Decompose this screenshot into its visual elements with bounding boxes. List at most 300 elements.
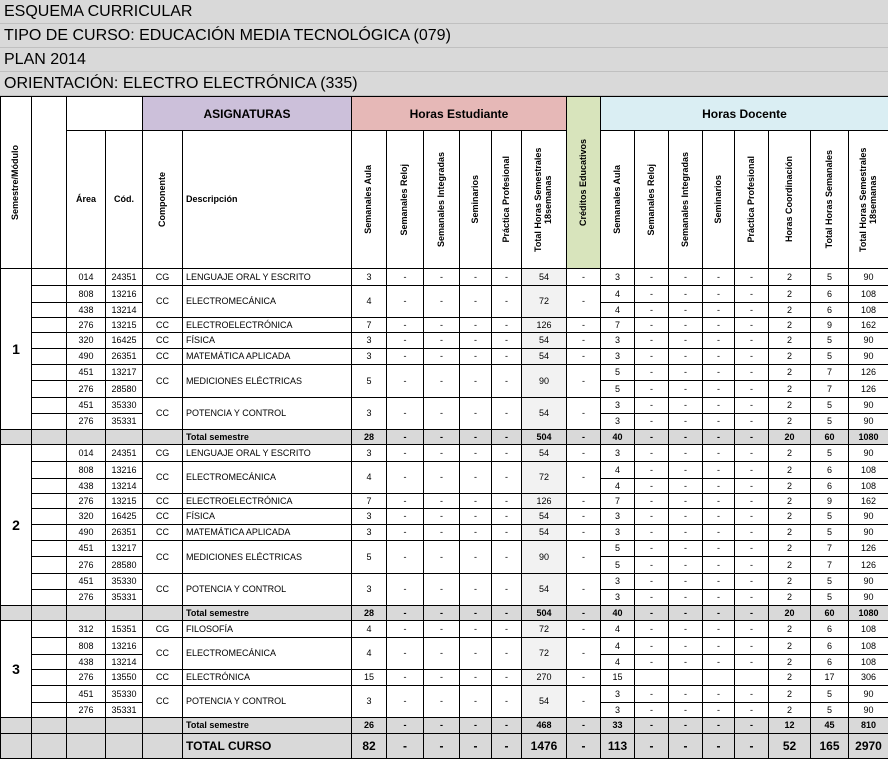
total-estudiante-value: - — [386, 429, 424, 445]
subject-code: 28580 — [105, 556, 143, 574]
col-header-componente-label: Componente — [156, 172, 167, 227]
docente-value: 2 — [768, 397, 811, 414]
subject-component: CC — [142, 397, 183, 430]
group-header-asignaturas: ASIGNATURAS — [142, 96, 352, 131]
subject-code: 26351 — [105, 348, 143, 365]
area-code: 451 — [66, 364, 106, 381]
docente-value: 126 — [848, 540, 888, 557]
area-code: 276 — [66, 317, 106, 333]
est-total-semestrales: 54 — [521, 444, 567, 462]
docente-value: - — [702, 620, 735, 638]
docente-value: 2 — [768, 461, 811, 479]
docente-value: - — [734, 508, 769, 525]
grand-total-docente-value: - — [702, 733, 735, 759]
docente-value: - — [702, 268, 735, 286]
subject-code: 35331 — [105, 589, 143, 606]
total-estudiante-value: - — [459, 717, 492, 734]
est-practica-profesional: - — [491, 348, 522, 365]
area-code: 808 — [66, 637, 106, 655]
docente-value: 5 — [810, 508, 849, 525]
docente-value: 126 — [848, 380, 888, 398]
area-code: 438 — [66, 478, 106, 494]
est-semanales-reloj: - — [386, 317, 424, 333]
area-code: 276 — [66, 493, 106, 509]
subject-code: 13217 — [105, 364, 143, 381]
docente-value: 3 — [600, 685, 635, 703]
docente-value: - — [634, 573, 669, 590]
docente-value: 2 — [768, 508, 811, 525]
total-docente-value: 1080 — [848, 605, 888, 621]
total-docente-value: - — [634, 605, 669, 621]
docente-value: - — [734, 540, 769, 557]
est-total-semestrales: 270 — [521, 669, 567, 686]
total-docente-value: - — [634, 429, 669, 445]
docente-value: 7 — [810, 540, 849, 557]
grand-total-blank — [105, 733, 143, 759]
docente-value: 3 — [600, 573, 635, 590]
est-semanales-reloj: - — [386, 669, 424, 686]
total-docente-value: 33 — [600, 717, 635, 734]
docente-value: 5 — [810, 413, 849, 430]
est-semanales-aula: 15 — [351, 669, 387, 686]
docente-value: - — [668, 348, 703, 365]
subject-description: ELECTROMECÁNICA — [182, 637, 352, 670]
total-docente-value: 60 — [810, 429, 849, 445]
docente-value: 5 — [810, 268, 849, 286]
docente-value: 2 — [768, 637, 811, 655]
grand-total-label: TOTAL CURSO — [182, 733, 352, 759]
docente-value: - — [734, 302, 769, 318]
docente-value: - — [734, 461, 769, 479]
docente-value: - — [668, 317, 703, 333]
col-header-estudiante-0 — [351, 130, 387, 269]
est-total-semestrales: 54 — [521, 268, 567, 286]
est-total-semestrales: 54 — [521, 348, 567, 365]
docente-value: - — [634, 540, 669, 557]
subject-description: FÍSICA — [182, 508, 352, 525]
col-header-spacer — [31, 96, 67, 269]
docente-value: - — [734, 573, 769, 590]
area-code: 276 — [66, 413, 106, 430]
area-code: 276 — [66, 380, 106, 398]
est-total-semestrales: 54 — [521, 573, 567, 606]
docente-value: - — [634, 654, 669, 670]
semester-number: 3 — [0, 620, 32, 718]
total-estudiante-value: - — [459, 429, 492, 445]
col-header-componente — [142, 130, 183, 269]
est-semanales-integradas: - — [423, 508, 460, 525]
blank-cell — [31, 461, 67, 479]
subject-code: 35330 — [105, 685, 143, 703]
docente-value: - — [634, 620, 669, 638]
blank-cell — [31, 685, 67, 703]
total-blank — [142, 429, 183, 445]
blank-cell — [31, 317, 67, 333]
total-docente-value: - — [702, 717, 735, 734]
total-docente-value: 20 — [768, 605, 811, 621]
total-blank — [105, 605, 143, 621]
est-seminarios: - — [459, 573, 492, 606]
docente-value: - — [668, 637, 703, 655]
blank-cell — [31, 302, 67, 318]
subject-code: 13214 — [105, 302, 143, 318]
total-docente-value: 1080 — [848, 429, 888, 445]
est-semanales-reloj: - — [386, 540, 424, 574]
col-header-estudiante-0-label: Semanales Aula — [363, 165, 374, 234]
est-total-semestrales: 54 — [521, 508, 567, 525]
est-total-semestrales: 90 — [521, 364, 567, 398]
subject-description: ELECTROELECTRÓNICA — [182, 493, 352, 509]
docente-value: - — [634, 348, 669, 365]
grand-total-blank — [0, 733, 32, 759]
est-semanales-integradas: - — [423, 332, 460, 349]
total-semestre-label: Total semestre — [182, 605, 352, 621]
area-code: 276 — [66, 702, 106, 718]
docente-value: 7 — [810, 556, 849, 574]
blank-cell — [31, 669, 67, 686]
total-estudiante-value: - — [423, 429, 460, 445]
col-header-docente-5-label: Horas Coordinación — [783, 156, 794, 243]
col-header-descripcion: Descripción — [182, 130, 352, 269]
est-semanales-aula: 3 — [351, 508, 387, 525]
subject-code: 13216 — [105, 285, 143, 303]
blank-cell — [31, 380, 67, 398]
subject-description: FILOSOFÍA — [182, 620, 352, 638]
title-line-1: ESQUEMA CURRICULAR — [0, 0, 888, 24]
est-total-semestrales: 54 — [521, 524, 567, 541]
docente-value: - — [668, 478, 703, 494]
est-semanales-integradas: - — [423, 524, 460, 541]
col-header-docente-3 — [702, 130, 735, 269]
area-code: 320 — [66, 508, 106, 525]
est-seminarios: - — [459, 637, 492, 670]
total-estudiante-value: 28 — [351, 429, 387, 445]
est-semanales-reloj: - — [386, 573, 424, 606]
creditos-educativos: - — [566, 493, 601, 509]
subject-component: CC — [142, 573, 183, 606]
total-estudiante-value: 504 — [521, 429, 567, 445]
docente-value: 2 — [768, 493, 811, 509]
docente-value: 2 — [768, 556, 811, 574]
docente-value: - — [734, 285, 769, 303]
area-code: 451 — [66, 397, 106, 414]
docente-value: - — [734, 702, 769, 718]
col-header-docente-6 — [810, 130, 849, 269]
est-semanales-reloj: - — [386, 524, 424, 541]
docente-value: - — [734, 478, 769, 494]
est-semanales-reloj: - — [386, 348, 424, 365]
docente-value: 3 — [600, 702, 635, 718]
col-header-estudiante-3 — [459, 130, 492, 269]
est-seminarios: - — [459, 524, 492, 541]
docente-value: 2 — [768, 332, 811, 349]
subject-component: CC — [142, 637, 183, 670]
docente-value: 2 — [768, 669, 811, 686]
docente-value: - — [702, 637, 735, 655]
docente-value: - — [634, 285, 669, 303]
docente-value: 2 — [768, 573, 811, 590]
docente-value: - — [668, 413, 703, 430]
est-semanales-aula: 5 — [351, 540, 387, 574]
area-code: 276 — [66, 556, 106, 574]
area-code: 808 — [66, 285, 106, 303]
total-blank — [66, 605, 106, 621]
docente-value: 6 — [810, 637, 849, 655]
semester-number: 1 — [0, 268, 32, 430]
subject-description: LENGUAJE ORAL Y ESCRITO — [182, 444, 352, 462]
blank-cell — [31, 493, 67, 509]
docente-value: - — [702, 508, 735, 525]
docente-value: 108 — [848, 302, 888, 318]
creditos-educativos: - — [566, 524, 601, 541]
docente-value: 4 — [600, 285, 635, 303]
docente-value: - — [702, 332, 735, 349]
total-blank — [0, 605, 32, 621]
est-practica-profesional: - — [491, 317, 522, 333]
docente-value: - — [668, 397, 703, 414]
est-practica-profesional: - — [491, 444, 522, 462]
est-semanales-reloj: - — [386, 493, 424, 509]
docente-value: 9 — [810, 317, 849, 333]
subject-description: ELECTRÓNICA — [182, 669, 352, 686]
est-semanales-reloj: - — [386, 268, 424, 286]
subject-code: 35331 — [105, 413, 143, 430]
subject-component: CC — [142, 461, 183, 494]
grand-total-blank — [142, 733, 183, 759]
col-header-docente-4 — [734, 130, 769, 269]
docente-value: - — [734, 637, 769, 655]
blank-cell — [31, 413, 67, 430]
docente-value: - — [668, 380, 703, 398]
col-header-estudiante-4-label: Práctica Profesional — [500, 156, 511, 243]
docente-value: 90 — [848, 589, 888, 606]
docente-value: - — [702, 461, 735, 479]
subject-code: 13216 — [105, 637, 143, 655]
subject-description: POTENCIA Y CONTROL — [182, 685, 352, 718]
docente-value: 2 — [768, 268, 811, 286]
blank-cell — [31, 620, 67, 638]
est-semanales-integradas: - — [423, 540, 460, 574]
area-code: 438 — [66, 302, 106, 318]
subject-description: POTENCIA Y CONTROL — [182, 397, 352, 430]
grand-total-blank — [31, 733, 67, 759]
docente-value: - — [702, 685, 735, 703]
total-blank — [105, 429, 143, 445]
docente-value: - — [734, 364, 769, 381]
est-practica-profesional: - — [491, 461, 522, 494]
total-docente-value: 20 — [768, 429, 811, 445]
docente-value: 5 — [810, 524, 849, 541]
docente-value: 2 — [768, 444, 811, 462]
est-practica-profesional: - — [491, 573, 522, 606]
area-code: 438 — [66, 654, 106, 670]
docente-value: 90 — [848, 332, 888, 349]
title-line-4: ORIENTACIÓN: ELECTRO ELECTRÓNICA (335) — [0, 72, 888, 96]
docente-value: - — [634, 702, 669, 718]
docente-value: - — [702, 556, 735, 574]
col-header-spacer — [66, 96, 143, 131]
creditos-educativos: - — [566, 444, 601, 462]
docente-value: - — [702, 348, 735, 365]
est-semanales-aula: 3 — [351, 268, 387, 286]
blank-cell — [31, 478, 67, 494]
est-semanales-reloj: - — [386, 620, 424, 638]
total-docente-value: 810 — [848, 717, 888, 734]
docente-value: 7 — [810, 364, 849, 381]
group-header-creditos — [566, 96, 601, 269]
creditos-educativos: - — [566, 573, 601, 606]
docente-value: - — [634, 685, 669, 703]
docente-value: 4 — [600, 654, 635, 670]
grand-total-estudiante-value: 1476 — [521, 733, 567, 759]
docente-value: - — [668, 332, 703, 349]
creditos-educativos: - — [566, 348, 601, 365]
total-estudiante-value: - — [491, 429, 522, 445]
est-semanales-reloj: - — [386, 444, 424, 462]
subject-component: CG — [142, 444, 183, 462]
docente-value: 90 — [848, 348, 888, 365]
est-semanales-aula: 5 — [351, 364, 387, 398]
est-seminarios: - — [459, 461, 492, 494]
docente-value: 2 — [768, 589, 811, 606]
docente-value: - — [634, 461, 669, 479]
docente-value: - — [668, 302, 703, 318]
est-practica-profesional: - — [491, 669, 522, 686]
docente-value: 5 — [810, 332, 849, 349]
docente-value: 7 — [600, 317, 635, 333]
est-semanales-integradas: - — [423, 637, 460, 670]
subject-component: CC — [142, 493, 183, 509]
est-seminarios: - — [459, 285, 492, 318]
blank-cell — [31, 589, 67, 606]
docente-value: 90 — [848, 685, 888, 703]
area-code: 451 — [66, 540, 106, 557]
col-header-estudiante-4 — [491, 130, 522, 269]
total-blank — [105, 717, 143, 734]
creditos-educativos: - — [566, 461, 601, 494]
est-seminarios: - — [459, 685, 492, 718]
est-semanales-aula: 7 — [351, 493, 387, 509]
est-semanales-integradas: - — [423, 669, 460, 686]
subject-description: MATEMÁTICA APLICADA — [182, 524, 352, 541]
docente-value: 15 — [600, 669, 635, 686]
subject-component: CC — [142, 508, 183, 525]
col-header-docente-0-label: Semanales Aula — [611, 165, 622, 234]
blank-cell — [31, 364, 67, 381]
col-header-estudiante-2-label: Semanales Integradas — [435, 151, 446, 248]
docente-value: - — [634, 637, 669, 655]
docente-value: - — [634, 364, 669, 381]
docente-value: 2 — [768, 654, 811, 670]
total-semestre-label: Total semestre — [182, 429, 352, 445]
docente-value: - — [668, 461, 703, 479]
docente-value: 2 — [768, 524, 811, 541]
subject-description: ELECTROMECÁNICA — [182, 285, 352, 318]
est-semanales-aula: 4 — [351, 620, 387, 638]
subject-code: 35330 — [105, 573, 143, 590]
grand-total-docente-value: 165 — [810, 733, 849, 759]
blank-cell — [31, 348, 67, 365]
est-semanales-integradas: - — [423, 444, 460, 462]
docente-value: - — [734, 348, 769, 365]
subject-code: 16425 — [105, 508, 143, 525]
docente-value: 2 — [768, 413, 811, 430]
subject-description: MATEMÁTICA APLICADA — [182, 348, 352, 365]
col-header-docente-0 — [600, 130, 635, 269]
col-header-docente-1-label: Semanales Reloj — [645, 163, 656, 236]
col-header-estudiante-1-label: Semanales Reloj — [399, 163, 410, 236]
docente-value: 5 — [600, 540, 635, 557]
area-code: 014 — [66, 444, 106, 462]
subject-code: 13215 — [105, 493, 143, 509]
grand-total-docente-value: 113 — [600, 733, 635, 759]
subject-code: 35330 — [105, 397, 143, 414]
total-estudiante-value: 468 — [521, 717, 567, 734]
est-semanales-aula: 3 — [351, 332, 387, 349]
docente-value: - — [634, 413, 669, 430]
blank-cell — [31, 540, 67, 557]
area-code: 490 — [66, 524, 106, 541]
docente-value: 5 — [810, 573, 849, 590]
est-seminarios: - — [459, 317, 492, 333]
docente-value: 2 — [768, 702, 811, 718]
est-semanales-reloj: - — [386, 332, 424, 349]
est-semanales-integradas: - — [423, 317, 460, 333]
est-semanales-aula: 3 — [351, 685, 387, 718]
total-blank — [31, 717, 67, 734]
area-code: 320 — [66, 332, 106, 349]
blank-cell — [31, 397, 67, 414]
est-total-semestrales: 54 — [521, 685, 567, 718]
est-practica-profesional: - — [491, 685, 522, 718]
total-estudiante-value: - — [491, 717, 522, 734]
docente-value: - — [702, 444, 735, 462]
subject-component: CC — [142, 685, 183, 718]
docente-value: - — [668, 268, 703, 286]
docente-value: - — [702, 285, 735, 303]
area-code: 451 — [66, 685, 106, 703]
grand-total-creditos: - — [566, 733, 601, 759]
grand-total-docente-value: 52 — [768, 733, 811, 759]
subject-component: CC — [142, 524, 183, 541]
docente-value — [668, 669, 703, 686]
est-semanales-reloj: - — [386, 364, 424, 398]
docente-value: 6 — [810, 461, 849, 479]
creditos-educativos: - — [566, 268, 601, 286]
total-docente-value: - — [702, 429, 735, 445]
docente-value: - — [734, 524, 769, 541]
est-semanales-reloj: - — [386, 637, 424, 670]
docente-value: 90 — [848, 508, 888, 525]
est-seminarios: - — [459, 444, 492, 462]
docente-value: 2 — [768, 380, 811, 398]
subject-component: CG — [142, 268, 183, 286]
docente-value: - — [734, 589, 769, 606]
docente-value: 162 — [848, 317, 888, 333]
total-docente-value: - — [702, 605, 735, 621]
est-semanales-aula: 7 — [351, 317, 387, 333]
subject-component: CG — [142, 620, 183, 638]
docente-value: 3 — [600, 348, 635, 365]
docente-value: - — [702, 589, 735, 606]
docente-value: 5 — [600, 556, 635, 574]
total-estudiante-value: - — [386, 605, 424, 621]
docente-value: - — [702, 493, 735, 509]
est-seminarios: - — [459, 493, 492, 509]
subject-code: 13214 — [105, 478, 143, 494]
docente-value: 3 — [600, 589, 635, 606]
docente-value: - — [668, 556, 703, 574]
